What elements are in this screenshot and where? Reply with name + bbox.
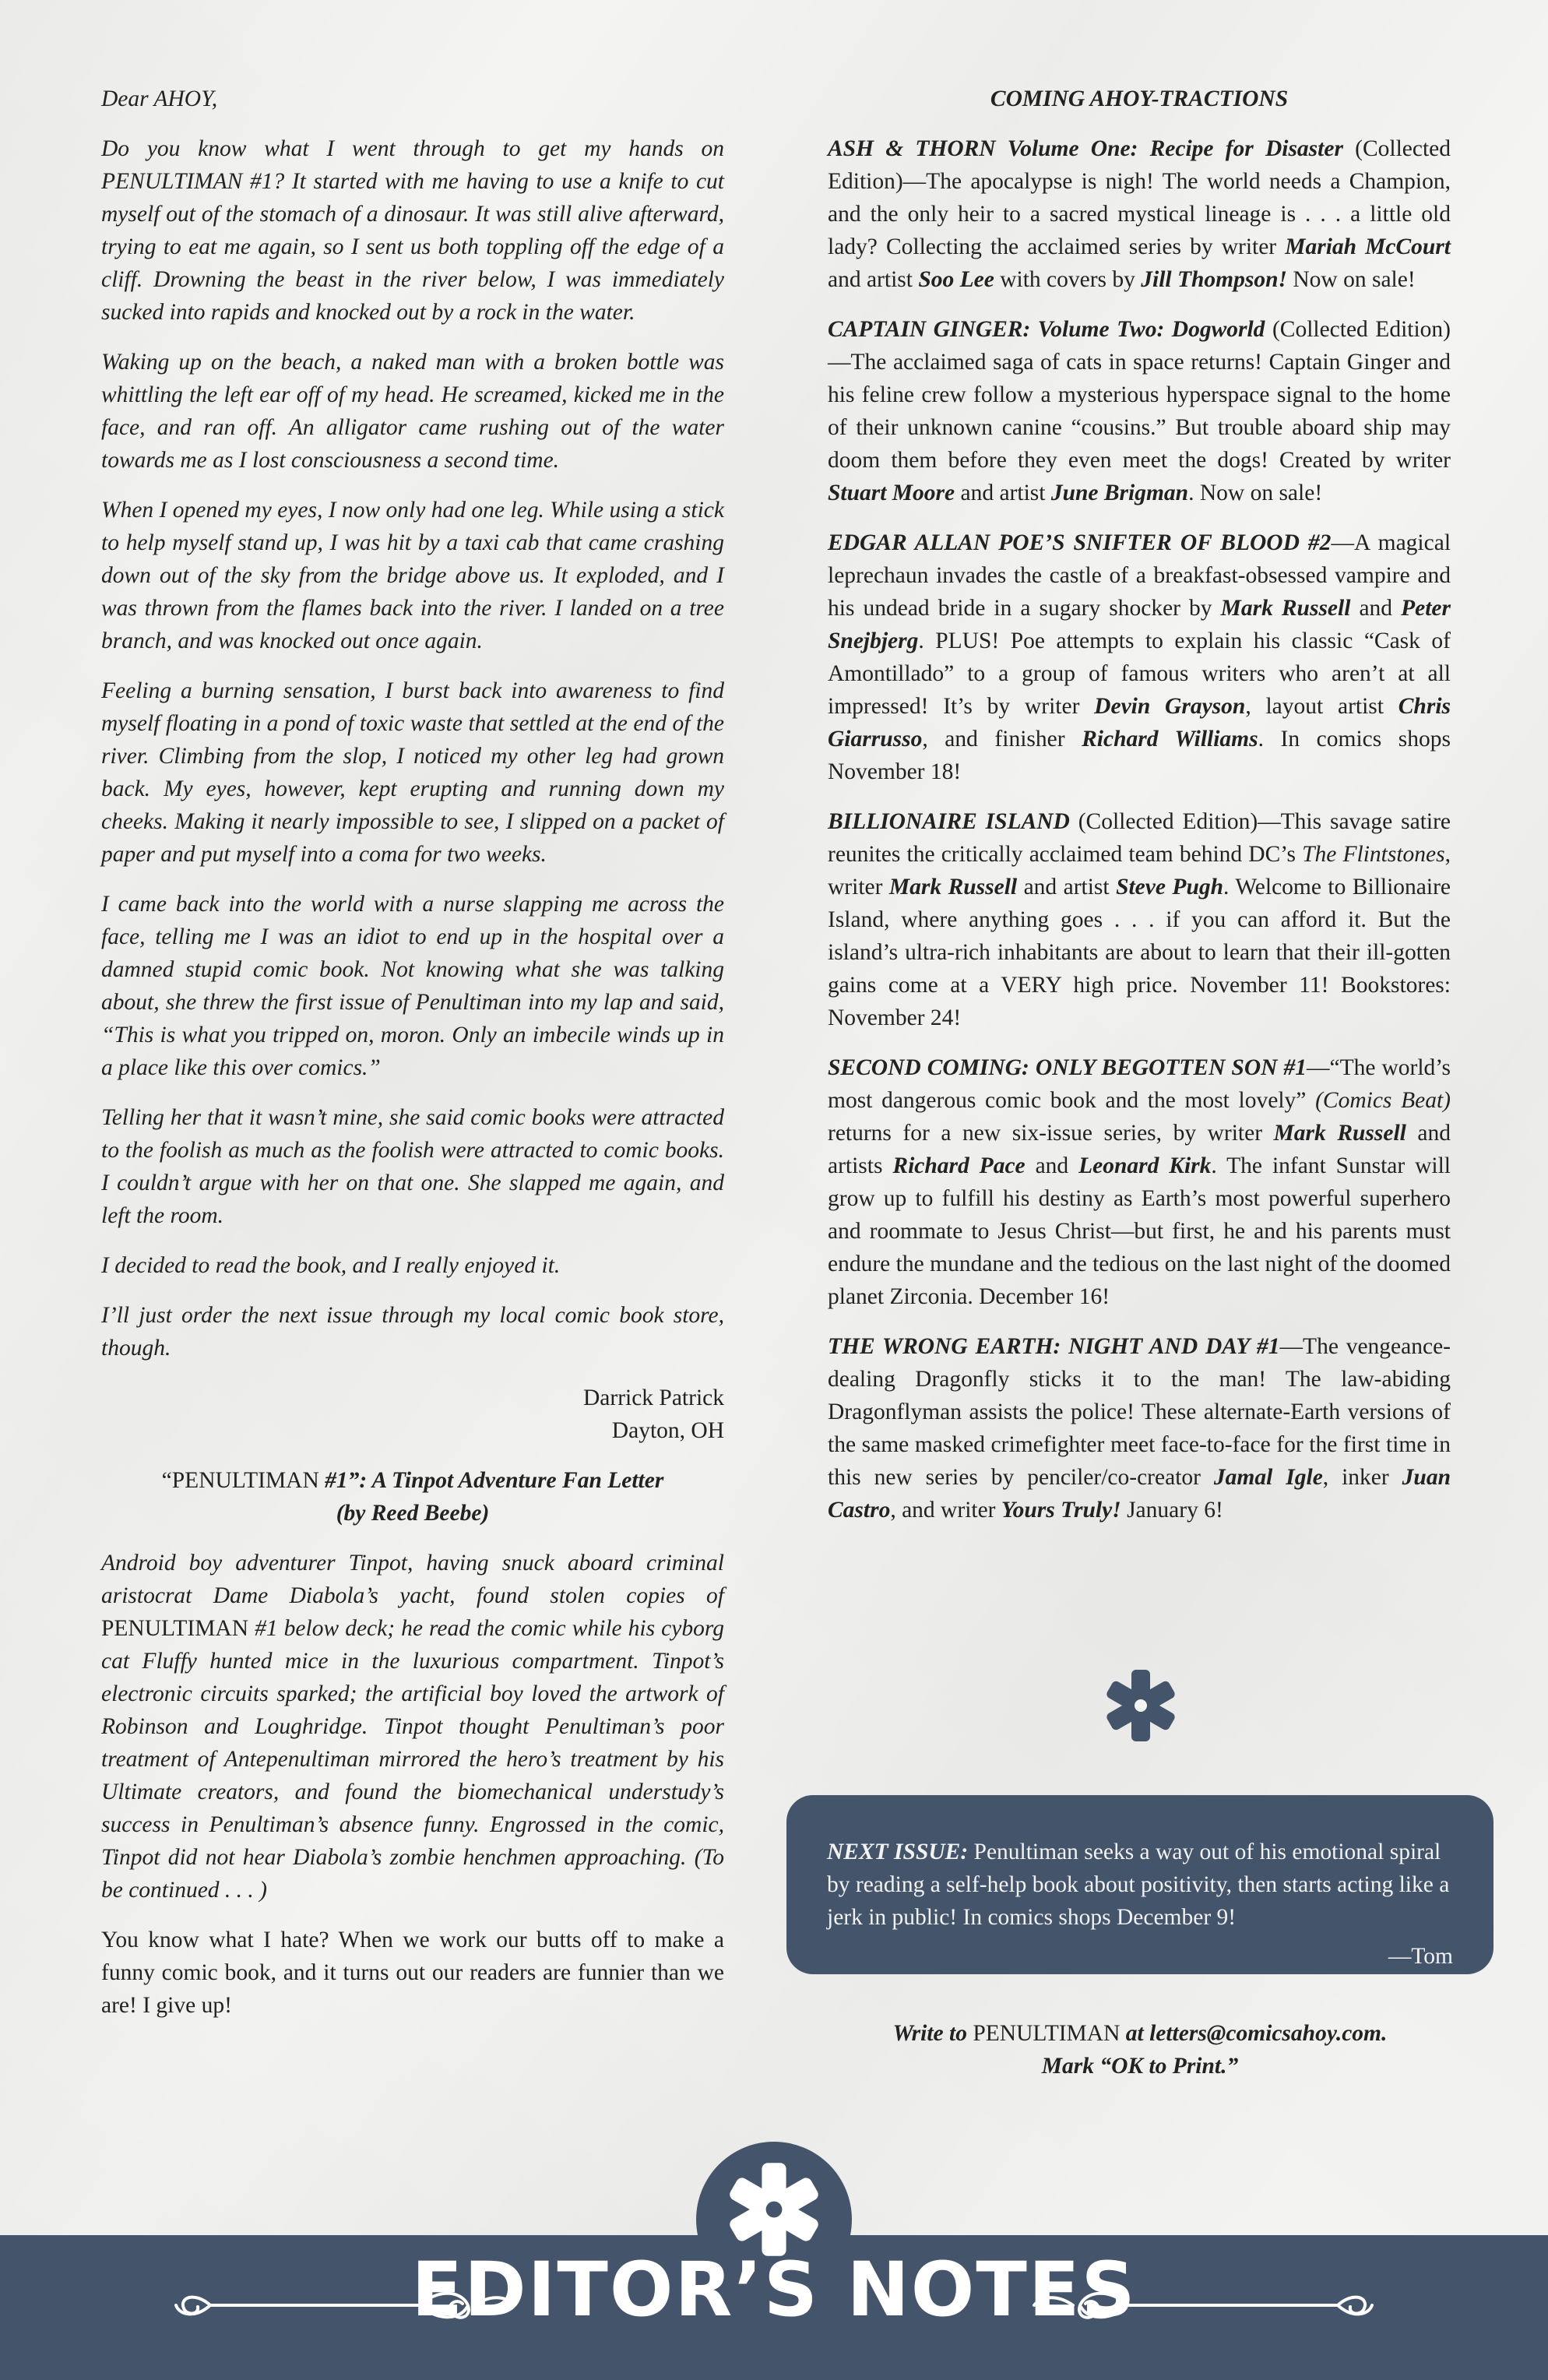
creator-name: Yours Truly!	[1001, 1498, 1121, 1523]
creator-name: Mark Russell	[888, 875, 1018, 900]
section-title: EDITOR’S NOTES	[411, 2246, 1137, 2333]
creator-name: Devin Grayson	[1094, 694, 1246, 719]
listing-title: SECOND COMING: ONLY BEGOTTEN SON #1	[828, 1055, 1307, 1080]
section-heading: COMING AHOY-TRACTIONS	[990, 86, 1289, 111]
editor-reply: You know what I hate? When we work our butts off to make a funny comic book, and it turns out our readers are funnier than we are! I give up!	[101, 1928, 724, 2018]
creator-name: Leonard Kirk	[1078, 1153, 1212, 1178]
listing-title: BILLIONAIRE ISLAND	[828, 809, 1070, 834]
creator-name: Jill Thompson!	[1141, 267, 1287, 292]
listing-captain-ginger: CAPTAIN GINGER: Volume Two: Dogworld (Collected Edition)—The acclaimed saga of cats in space returns! Captain Ginger and his feline crew follow a mysterious hyperspace signal to the home of their unknown canine “cousins.” But trouble aboard ship may doom them before they even meet the dogs! Created by writer Stuart Moore and artist June Brigman. Now on sale!	[828, 317, 1451, 505]
fan-letter-title: #1”: A Tinpot Adventure Fan Letter	[325, 1468, 664, 1493]
letter-paragraph: I decided to read the book, and I really enjoyed it.	[101, 1253, 561, 1278]
listing-billionaire-island: BILLIONAIRE ISLAND (Collected Edition)—This savage satire reunites the critically acclaimed team behind DC’s The Flintstones, writer Mark Russell and artist Steve Pugh. Welcome to Billionaire Island, where anything goes . . . if you can afford it. But the island’s ultra-rich inhabitants are about to learn that their ill-gotten gains come at a VERY high price. November 11! Bookstores: November 24!	[828, 809, 1451, 1030]
fan-letter-text: #1 below deck; he read the comic while his cyborg cat Fluffy hunted mice in the luxurious compartment. Tinpot’s electronic circuits sparked; the artificial boy loved the artwork of Robinson and Loughridge. Tinpot thought Penultiman’s poor treatment of Antepenultiman mirrored the hero’s treatment by his Ultimate creators, and found the biomechanical understudy’s success in Penultiman’s absence funny. Engrossed in the comic, Tinpot did not hear Diabola’s zombie henchmen approaching. (To be continued . . . )	[101, 1616, 724, 1903]
source-title: (Comics Beat)	[1315, 1088, 1451, 1113]
creator-name: Mariah McCourt	[1285, 234, 1451, 259]
creator-name: Richard Williams	[1082, 727, 1258, 752]
fan-letter-heading	[101, 1464, 724, 1530]
letter-paragraph: Telling her that it wasn’t mine, she said comic books were attracted to the foolish as much as the foolish were attracted to comic books. I couldn’t argue with her on that one. She slapped me again, and left the room.	[101, 1105, 724, 1228]
creator-name: Juan Castro	[828, 1465, 1451, 1523]
listing-wrong-earth: THE WRONG EARTH: NIGHT AND DAY #1—The vengeance-dealing Dragonfly sticks it to the man! The law-abiding Dragonflyman assists the police! These alternate-Earth versions of the same masked crimefighter meet face-to-face for the first time in this new series by penciler/co-creator Jamal Igle, inker Juan Castro, and writer Yours Truly! January 6!	[828, 1334, 1451, 1523]
salutation: Dear AHOY,	[101, 86, 218, 111]
letter-paragraph: When I opened my eyes, I now only had one leg. While using a stick to help myself stand up, I was hit by a taxi cab that came crashing down out of the sky from the bridge above us. It exploded, and I was thrown from the flames back into the river. I landed on a tree branch, and was knocked out once again.	[101, 498, 724, 653]
coming-attractions-column	[828, 83, 1451, 1544]
creator-name: Steve Pugh	[1116, 875, 1224, 900]
creator-name: June Brigman	[1050, 481, 1189, 505]
fan-letter-text: Android boy adventurer Tinpot, having snuck aboard criminal aristocrat Dame Diabola’s yacht, found stolen copies of	[101, 1551, 724, 1608]
next-issue-signature: —Tom	[1388, 1944, 1453, 1969]
letter-paragraph: Feeling a burning sensation, I burst back into awareness to find myself floating in a pond of toxic waste that settled at the end of the river. Climbing from the slop, I noticed my other leg had grown back. My eyes, however, kept erupting and running down my cheeks. Making it nearly impossible to see, I slipped on a packet of paper and put myself into a coma for two weeks.	[101, 678, 724, 867]
listing-ash-and-thorn: ASH & THORN Volume One: Recipe for Disaster (Collected Edition)—The apocalypse is nigh! The world needs a Champion, and the only heir to a sacred mystical lineage is . . . a little old lady? Collecting the acclaimed series by writer Mariah McCourt and artist Soo Lee with covers by Jill Thompson! Now on sale!	[828, 136, 1451, 292]
signature-place: Dayton, OH	[611, 1418, 724, 1443]
listing-title: ASH & THORN Volume One: Recipe for Disaster	[828, 136, 1343, 161]
print-permission-note: Mark “OK to Print.”	[1041, 2054, 1239, 2079]
next-issue-text	[827, 1836, 1453, 1934]
creator-name: Jamal Igle	[1213, 1465, 1323, 1490]
signature-name: Darrick Patrick	[582, 1385, 724, 1410]
asterisk-divider-icon	[1102, 1667, 1180, 1745]
creator-name: Peter Snejbjerg	[828, 596, 1451, 653]
creator-name: Stuart Moore	[828, 481, 955, 505]
listing-title: EDGAR ALLAN POE’S SNIFTER OF BLOOD #2	[828, 530, 1332, 555]
creator-name: Richard Pace	[892, 1153, 1026, 1178]
letter-paragraph: I came back into the world with a nurse slapping me across the face, telling me I was an idiot to end up in the hospital over a damned stupid comic book. Not knowing what she was talking about, she threw the first issue of Penultiman into my lap and said, “This is what you tripped on, moron. Only an imbecile winds up in a place like this over comics.”	[101, 892, 724, 1080]
creator-name: Mark Russell	[1220, 596, 1351, 621]
letter-paragraph: Do you know what I went through to get my hands on PENULTIMAN #1? It started with me having to use a knife to cut myself out of the stomach of a dinosaur. It was still alive afterward, trying to eat me again, so I sent us both toppling off the edge of a cliff. Drowning the beast in the river below, I was immediately sucked into rapids and knocked out by a rock in the water.	[101, 136, 724, 325]
book-title: The Flintstones	[1302, 842, 1445, 867]
next-issue-box	[786, 1795, 1493, 1974]
letter-paragraph: I’ll just order the next issue through my local comic book store, though.	[101, 1303, 724, 1361]
creator-name: Soo Lee	[918, 267, 994, 292]
next-issue-label: NEXT ISSUE:	[827, 1840, 969, 1864]
letter-paragraph: Waking up on the beach, a naked man with a broken bottle was whittling the left ear off of my head. He screamed, kicked me in the face, and ran off. An alligator came rushing out of the water towards me as I lost consciousness a second time.	[101, 350, 724, 473]
next-issue-description: Penultiman seeks a way out of his emotional spiral by reading a self-help book about positivity, then starts acting like a jerk in public! In comics shops December 9!	[827, 1840, 1450, 1930]
fan-letter-title-prefix: “PENULTIMAN	[161, 1468, 325, 1493]
book-title: PENULTIMAN	[973, 2021, 1121, 2046]
letters-column	[101, 83, 724, 2039]
footer-banner	[0, 2118, 1548, 2380]
listing-title: THE WRONG EARTH: NIGHT AND DAY #1	[828, 1334, 1280, 1359]
fan-letter-body	[101, 1547, 724, 1906]
fan-letter-byline: (by Reed Beebe)	[336, 1501, 490, 1526]
letter-signature	[101, 1382, 724, 1447]
listing-second-coming: SECOND COMING: ONLY BEGOTTEN SON #1—“The world’s most dangerous comic book and the most lovely” (Comics Beat) returns for a new six-issue series, by writer Mark Russell and artists Richard Pace and Leonard Kirk. The infant Sunstar will grow up to fulfill his destiny as Earth’s most powerful superhero and roommate to Jesus Christ—but first, he and his parents must endure the mundane and the tedious on the last night of the doomed planet Zirconia. December 16!	[828, 1055, 1451, 1309]
fan-letter-book-title: PENULTIMAN	[101, 1616, 249, 1641]
email-address: at letters@comicsahoy.com.	[1120, 2021, 1388, 2046]
listing-title: CAPTAIN GINGER: Volume Two: Dogworld	[828, 317, 1265, 342]
creator-name: Mark Russell	[1273, 1121, 1406, 1146]
write-to-notice: Write to PENULTIMAN at letters@comicsahoy.com. Mark “OK to Print.”	[786, 2017, 1493, 2082]
creator-name: Chris Giarrusso	[828, 694, 1451, 752]
listing-snifter-of-blood: EDGAR ALLAN POE’S SNIFTER OF BLOOD #2—A magical leprechaun invades the castle of a breakfast-obsessed vampire and his undead bride in a sugary shocker by Mark Russell and Peter Snejbjerg. PLUS! Poe attempts to explain his classic “Cask of Amontillado” to a group of famous writers who aren’t at all impressed! It’s by writer Devin Grayson, layout artist Chris Giarrusso, and finisher Richard Williams. In comics shops November 18!	[828, 530, 1451, 784]
